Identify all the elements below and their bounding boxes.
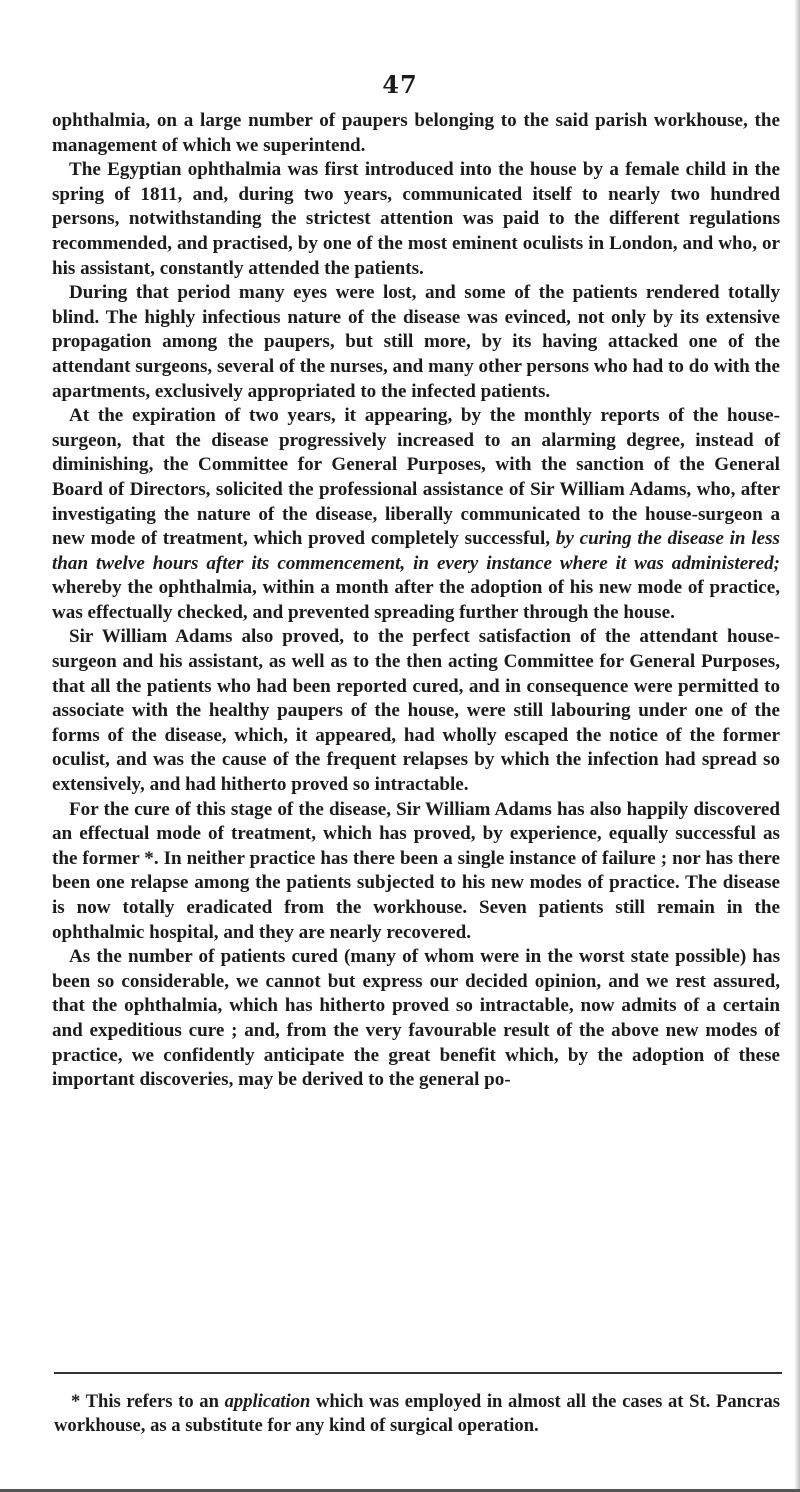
paragraph-6: For the cure of this stage of the disease, Sir William Adams has also happily discovered an effectual mode of treatment, which has proved, by experience, equally successful as the former *. In neither practice has there been a single instance of failure ; nor has there been one relapse among the patients subjected to his new modes of practice. The disease is now totally eradicated from the workhouse. Seven patients still remain in the ophthalmic hospital, and they are nearly recovered. [52, 798, 780, 943]
paragraph-7: As the number of patients cured (many of whom were in the worst state possible) has been so considerable, we cannot but express our decided opinion, and we rest assured, that the ophthalmia, which has hitherto proved so intractable, now admits of a certain and expeditious cure ; and, from the very favourable result of the above new modes of practice, we confidently anticipate the great benefit which, by the adoption of these important discoveries, may be derived to the general po- [52, 946, 780, 1091]
page-number: 47 [382, 70, 418, 99]
page-edge-shadow [794, 0, 800, 1492]
paragraph-1: ophthalmia, on a large number of paupers belonging to the said parish workhouse, the management of which we superintend. [52, 110, 780, 156]
paragraph-3: During that period many eyes were lost, and some of the patients rendered totally blind. The highly infectious nature of the disease was evinced, not only by its extensive propagation among the paupers, but still more, by its having attacked one of the attendant surgeons, several of the nurses, and many other persons who had to do with the apartments, exclusively appropriated to the infected patients. [52, 282, 780, 402]
paragraph-2: The Egyptian ophthalmia was first introduced into the house by a female child in the spring of 1811, and, during two years, communicated itself to nearly two hundred persons, notwithstanding the strictest attention was paid to the different regulations recommended, and practised, by one of the most eminent oculists in London, and who, or his assistant, constantly attended the patients. [52, 159, 780, 279]
paragraph-4-text-before: At the expiration of two years, it appearing, by the monthly reports of the house-surgeon, that the disease progressively increased to an alarming degree, instead of diminishing, the Committee for General Purposes, with the sanction of the General Board of Directors, solicited the professional assistance of Sir William Adams, who, after investigating the nature of the disease, liberally communicated to the house-surgeon a new mode of treatment, which proved completely successful, [52, 405, 780, 550]
body-text [52, 109, 780, 1093]
footnote [54, 1390, 780, 1438]
paragraph-5: Sir William Adams also proved, to the perfect satisfaction of the attendant house-surgeon and his assistant, as well as to the then acting Committee for General Purposes, that all the patients who had been reported cured, and in consequence were permitted to associate with the healthy paupers of the house, were still labouring under one of the forms of the disease, which, it appeared, had wholly escaped the notice of the former oculist, and was the cause of the frequent relapses by which the infection had spread so extensively, and had hitherto proved so intractable. [52, 626, 780, 796]
paragraph-4 [52, 404, 780, 625]
footnote-divider [54, 1372, 782, 1374]
footnote-text-before: This refers to an [80, 1391, 225, 1412]
paragraph-4-italic-text: by curing the disease in less than twelve hours after its commencement, in every instance where it was administered; [52, 528, 780, 574]
footnote-text-after: which was employed in almost all the cases at St. Pancras workhouse, as a substitute for any kind of surgical operation. [54, 1391, 780, 1436]
footnote-marker: * [71, 1391, 81, 1412]
footnote-italic-text: application [224, 1391, 311, 1412]
paragraph-4-text-after: whereby the ophthalmia, within a month after the adoption of his new mode of practice, was effectually checked, and prevented spreading further through the house. [52, 577, 780, 623]
